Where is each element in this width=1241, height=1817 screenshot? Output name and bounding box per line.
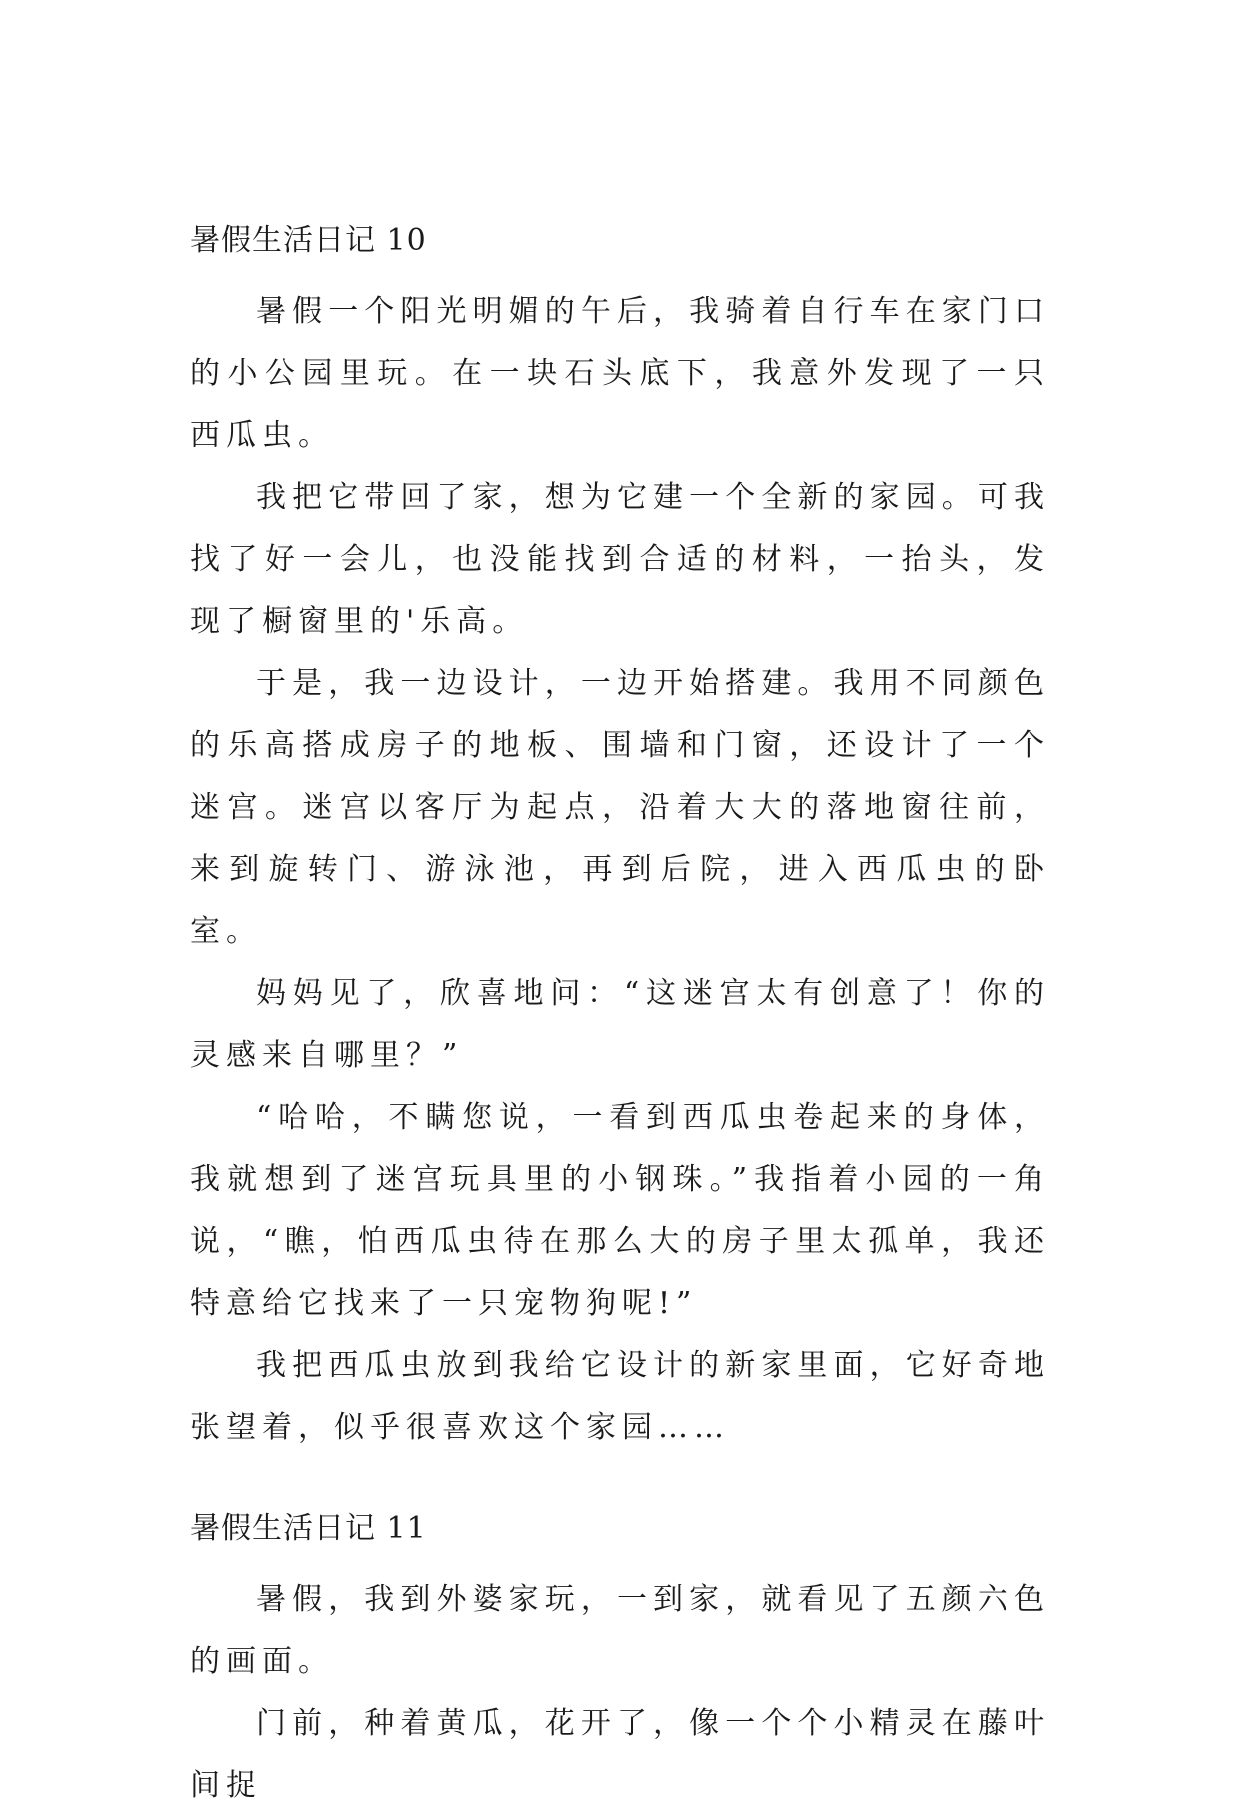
paragraph: “哈哈，不瞒您说，一看到西瓜虫卷起来的身体，我就想到了迷宫玩具里的小钢珠。”我指着小园的一角说，“瞧，怕西瓜虫待在那么大的房子里太孤单，我还特意给它找来了一只宠物狗呢!” [190, 1100, 1050, 1321]
paragraph: 我把西瓜虫放到我给它设计的新家里面，它好奇地张望着，似乎很喜欢这个家园…… [190, 1348, 1050, 1445]
paragraph: 暑假一个阳光明媚的午后，我骑着自行车在家门口的小公园里玩。在一块石头底下，我意外发现了一只西瓜虫。 [190, 294, 1050, 453]
paragraph: 门前，种着黄瓜，花开了，像一个个小精灵在藤叶间捉 [190, 1706, 1050, 1803]
paragraph: 我把它带回了家，想为它建一个全新的家园。可我找了好一会儿，也没能找到合适的材料，一抬头，发现了橱窗里的'乐高。 [190, 480, 1050, 639]
entry-title: 暑假生活日记 11 [190, 1511, 427, 1546]
paragraph: 暑假，我到外婆家玩，一到家，就看见了五颜六色的画面。 [190, 1582, 1050, 1679]
section-spacer [190, 1459, 1050, 1509]
diary-entry-10 [190, 221, 1050, 1459]
diary-entry-11 [190, 1509, 1050, 1817]
paragraph: 妈妈见了，欣喜地问：“这迷宫太有创意了！你的灵感来自哪里？” [190, 976, 1050, 1073]
document-body [190, 221, 1050, 1817]
entry-title: 暑假生活日记 10 [190, 223, 427, 258]
paragraph: 于是，我一边设计，一边开始搭建。我用不同颜色的乐高搭成房子的地板、围墙和门窗，还设计了一个迷宫。迷宫以客厅为起点，沿着大大的落地窗往前，来到旋转门、游泳池，再到后院，进入西瓜虫的卧室。 [190, 666, 1050, 949]
